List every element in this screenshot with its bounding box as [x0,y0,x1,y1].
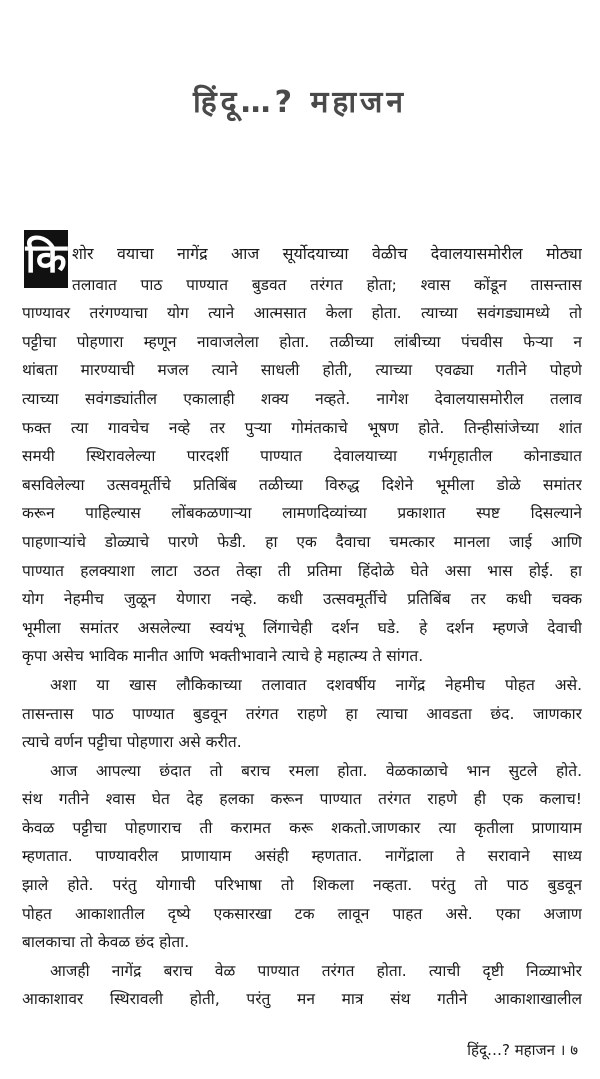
text-line: योग नेहमीच जुळून येणारा नव्हे. कधी उत्सवमूर्तीचे प्रतिबिंब तर कधी चक्क [22,590,582,609]
text-line: फक्त त्या गावचेच नव्हे तर पुऱ्या गोमंतकाचे भूषण होते. तिन्हीसांजेच्या शांत [22,418,582,437]
text-line: पाण्यात हलक्याशा लाटा उठत तेव्हा ती प्रतिमा हिंदोळे घेते असा भास होई. हा [22,561,582,580]
text-line: शोर वयाचा नागेंद्र आज सूर्योदयाच्या वेळीच देवालयासमोरील मोठ्या [72,244,582,263]
text-line: समयी स्थिरावलेल्या पारदर्शी पाण्यात देवालयाच्या गर्भगृहातील कोनाड्यात [22,447,582,466]
text-line: कृपा असेच भाविक मानीत आणि भक्तीभावाने त्याचे हे महात्म्य ते सांगत. [22,647,424,666]
text-line: आज आपल्या छंदात तो बराच रमला होता. वेळकाळाचे भान सुटले होते. [50,761,582,780]
text-line: भूमीला समांतर असलेल्या स्वयंभू लिंगाचेही दर्शन घडे. हे दर्शन म्हणजे देवाची [22,618,582,637]
text-line: पोहत आकाशातील दृष्ये एकसारखा टक लावून पाहत असे. एका अजाण [22,904,582,923]
text-line: थांबता मारण्याची मजल त्याने साधली होती, त्याच्या एवढ्या गतीने पोहणे [22,361,582,380]
text-line: अशा या खास लौकिकाच्या तलावात दशवर्षीय नागेंद्र नेहमीच पोहत असे. [50,675,582,694]
text-line: आकाशावर स्थिरावली होती, परंतु मन मात्र संथ गतीने आकाशाखालील [22,990,582,1009]
body-text [22,242,582,1014]
text-line: तलावात पाठ पाण्यात बुडवत तरंगत होता; श्वास कोंडून तासन्तास [72,275,582,294]
text-line: केवळ पट्टीचा पोहणाराच ती करामत करू शकतो.जाणकार त्या कृतीला प्राणायाम [22,818,582,837]
text-line: पाहणाऱ्यांचे डोळ्याचे पारणे फेडी. हा एक दैवाचा चमत्कार मानला जाई आणि [22,532,582,551]
page-footer: हिंदू…? महाजन । ७ [467,1041,578,1059]
text-line: करून पाहिल्यास लोंबकळणाऱ्या लामणदिव्यांच्या प्रकाशात स्पष्ट दिसल्याने [22,504,582,523]
text-line: म्हणतात. पाण्यावरील प्राणायाम असंही म्हणतात. नागेंद्राला ते सरावाने साध्य [22,847,582,866]
text-line: तासन्तास पाठ पाण्यात बुडवून तरंगत राहणे हा त्याचा आवडता छंद. जाणकार [22,704,582,723]
text-line: पाण्यावर तरंगण्याचा योग त्याने आत्मसात केला होता. त्याच्या सवंगड्यामध्ये तो [22,304,582,323]
text-line: बालकाचा तो केवळ छंद होता. [22,933,190,952]
text-line: त्याच्या सवंगड्यांतील एकालाही शक्य नव्हते. नागेश देवालयासमोरील तलाव [22,389,582,408]
text-line: आजही नागेंद्र बराच वेळ पाण्यात तरंगत होता. त्याची दृष्टी निळ्याभोर [50,961,582,980]
text-line: संथ गतीने श्वास घेत देह हलका करून पाण्यात तरंगत राहणे ही एक कलाच! [22,790,582,809]
text-line: बसविलेल्या उत्सवमूर्तीचे प्रतिबिंब तळीच्या विरुद्ध दिशेने भूमीला डोळे समांतर [22,475,582,494]
text-line: पट्टीचा पोहणारा म्हणून नावाजलेला होता. तळीच्या लांबीच्या पंचवीस फेऱ्या न [22,332,582,351]
text-line: त्याचे वर्णन पट्टीचा पोहणारा असे करीत. [22,733,242,752]
drop-cap: कि [24,230,68,288]
text-line: झाले होते. परंतु योगाची परिभाषा तो शिकला नव्हता. परंतु तो पाठ बुडवून [22,876,582,895]
chapter-title: हिंदू…? महाजन [192,85,408,120]
